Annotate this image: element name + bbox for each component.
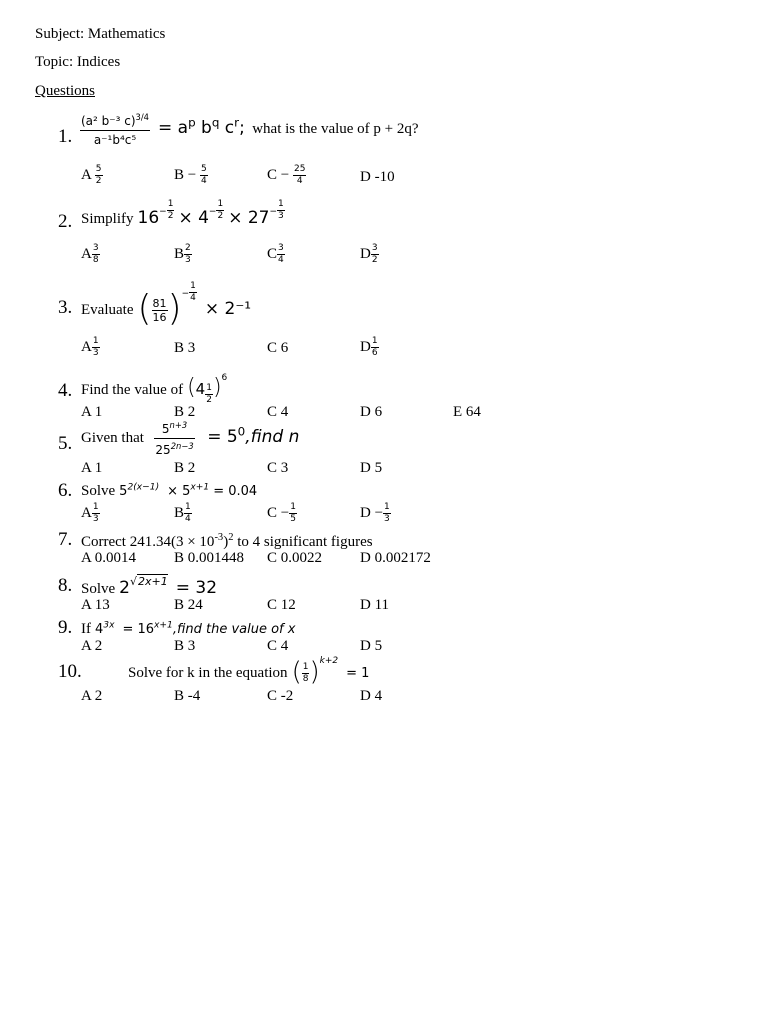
left-paren: ( [291,657,302,687]
frac-den: 8 [92,255,99,265]
frac-num: 1 [185,502,191,512]
q3-option-d [360,337,379,358]
right-paren: ) [167,288,182,330]
q3-text: Evaluate [81,302,134,319]
q1-equals: = a [158,118,189,139]
option-label: B [174,245,185,262]
q4-exponent: 6 [221,373,228,383]
subject-line: Subject: Mathematics [35,26,166,42]
q5-num-exponent: n+3 [169,420,188,430]
frac-den: 3 [384,514,390,524]
q1-numerator: (a² b⁻³ c) [81,114,136,128]
frac-den: 2 [371,255,378,265]
q9-option-b: B 3 [174,638,196,654]
frac-den: 3 [92,514,99,524]
q6-text: Solve [81,483,116,499]
q2-option-b [174,244,192,265]
q10-rhs: = 1 [346,666,370,681]
questions-heading: Questions [35,83,95,99]
question-number: 1. [58,126,73,147]
frac-den: 2 [217,211,224,221]
q1-b: b [195,118,212,139]
q10-exponent: k+2 [319,656,339,666]
q9-term-2: = 16 [122,622,155,637]
frac-den: 16 [152,311,167,324]
q2-expression [81,200,285,228]
q1-text: what is the value of p + 2q? [252,121,419,138]
frac-num: 5 [95,164,102,174]
q8-text: Solve [81,581,116,597]
question-number: 2. [58,211,73,232]
sqrt-icon: √ [130,575,138,588]
frac-num: 1 [206,383,212,393]
q7-text-c: to 4 significant figures [233,534,373,550]
q5-numerator: 5 [161,422,170,436]
minus: − [181,289,190,300]
q9-option-a: A 2 [81,638,103,654]
q7-exponent-2: 2 [228,532,234,543]
q5-expression [81,421,299,456]
q4-base: 4 [195,380,206,398]
q8-option-b: B 24 [174,597,203,613]
minus: − [269,207,278,218]
option-label: B − [174,166,197,183]
option-label: D [360,245,371,262]
q2-option-d [360,244,379,265]
q1-c: c [219,118,235,139]
q2-option-a [81,244,100,265]
option-label: D − [360,504,384,521]
frac-num: 1 [384,502,390,512]
option-label: A [81,166,92,183]
left-paren: ( [187,375,196,400]
option-label: A [81,504,92,521]
left-paren: ( [137,288,152,330]
frac-den: 2 [95,176,102,186]
q8-option-c: C 12 [267,597,296,613]
question-number: 4. [58,380,73,401]
frac-den: 6 [371,348,378,358]
q5-rhs: = 5 [207,427,238,448]
right-paren: ) [309,657,320,687]
q8-radicand: 2x+1 [138,575,168,588]
frac-num: 5 [200,164,207,174]
q9-term-2-exponent: x+1 [154,620,173,631]
q4-option-d: D 6 [360,404,383,420]
frac-den: 4 [278,255,284,265]
q1-fraction [80,113,150,146]
question-number: 5. [58,433,73,454]
q6-option-b [174,503,192,524]
frac-den: 8 [302,673,309,684]
q4-option-e: E 64 [453,404,481,420]
q9-option-d: D 5 [360,638,383,654]
frac-num: 1 [371,336,378,346]
q3-option-a [81,337,100,358]
frac-den: 2 [206,395,212,405]
q4-expression [81,373,227,405]
frac-den: 3 [185,255,191,265]
q9-term-1-exponent: 3x [103,620,115,631]
q10-option-d: D 4 [360,688,383,704]
q10-option-b: B -4 [174,688,201,704]
q1-option-d: D -10 [360,169,395,185]
question-number: 3. [58,297,73,318]
frac-den: 3 [278,211,284,221]
frac-num: 1 [302,661,309,672]
q1-option-a [81,165,103,186]
q8-base: 2 [119,578,130,598]
q5-option-d: D 5 [360,460,383,476]
q10-text: Solve for k in the equation [128,665,288,681]
q5-option-b: B 2 [174,460,196,476]
frac-num: 1 [217,199,224,209]
frac-den: 4 [200,176,207,186]
q5-rhs-exponent: 0 [237,424,246,439]
q6-term-1: 5 [119,484,128,499]
q4-option-c: C 4 [267,404,289,420]
q6-rhs: = 0.04 [213,484,258,499]
q9-tail: ,find the value of x [172,622,296,637]
q7-exponent-1: -3 [214,532,224,543]
q10-expression [128,656,369,687]
frac-den: 4 [296,176,303,186]
q5-option-a: A 1 [81,460,103,476]
option-label: C − [267,504,290,521]
question-number: 7. [58,529,73,550]
q3-option-b: B 3 [174,340,196,356]
q1-denominator: a⁻¹b⁴c⁵ [93,133,137,147]
q7-text [81,532,373,551]
q5-fraction [154,421,195,456]
frac-num: 3 [92,243,99,253]
option-label: A [81,338,92,355]
frac-num: 3 [371,243,378,253]
topic-line: Topic: Indices [35,54,121,70]
q1-exp-r: r [234,115,240,130]
q6-option-c [267,503,297,524]
option-label: D [360,338,371,355]
frac-den: 3 [92,348,99,358]
frac-num: 1 [92,502,99,512]
q2-term-2: × 4 [178,208,209,229]
frac-den: 4 [190,293,196,303]
q1-option-c [267,165,306,186]
option-label: C [267,245,278,262]
frac-num: 1 [92,336,99,346]
q9-text: If [81,621,91,637]
q5-denominator: 25 [155,443,171,457]
q3-expression [81,282,251,329]
q4-option-a: A 1 [81,404,103,420]
option-label: B [174,504,185,521]
q7-option-c: C 0.0022 [267,550,323,566]
q1-numerator-exponent: 3/4 [135,112,149,122]
option-label: A [81,245,92,262]
q2-text: Simplify [81,211,134,228]
q7-option-b: B 0.001448 [174,550,245,566]
q8-option-a: A 13 [81,597,110,613]
q6-option-a [81,503,100,524]
q1-option-b [174,165,208,186]
q10-option-c: C -2 [267,688,294,704]
right-paren: ) [212,375,222,400]
frac-num: 81 [152,297,167,310]
q5-rhs-text: ,find n [245,427,300,448]
frac-den: 2 [167,211,174,221]
question-number: 8. [58,575,73,596]
q2-term-3: × 27 [228,208,270,229]
frac-num: 1 [167,199,174,209]
q1-expression [80,113,419,146]
q8-option-d: D 11 [360,597,390,613]
frac-den: 4 [185,514,191,524]
q6-term-2: × 5 [167,484,191,499]
frac-num: 1 [190,281,196,291]
q7-option-d: D 0.002172 [360,550,431,566]
q1-exp-q: q [211,115,220,130]
q7-text-b: ) [223,534,229,550]
q2-option-c [267,244,285,265]
q6-term-1-exponent: 2(x−1) [127,482,160,493]
q3-option-c: C 6 [267,340,289,356]
q5-den-exponent: 2n−3 [170,441,194,451]
q9-term-1: 4 [95,622,104,637]
frac-den: 5 [290,514,296,524]
q8-expression [81,572,217,598]
q5-option-c: C 3 [267,460,289,476]
q1-semicolon: ; [239,118,245,139]
q6-term-2-exponent: x+1 [190,482,210,493]
option-label: C − [267,166,290,183]
frac-num: 3 [278,243,284,253]
q6-expression [81,482,257,500]
q9-expression [81,620,295,638]
q9-option-c: C 4 [267,638,289,654]
frac-num: 1 [290,502,296,512]
q2-term-1: 16 [137,208,160,229]
q4-text: Find the value of [81,382,184,398]
frac-num: 25 [293,164,306,174]
minus: − [159,207,167,218]
q1-exp-p: p [188,115,196,130]
q4-option-b: B 2 [174,404,196,420]
question-number: 6. [58,480,73,501]
q8-rhs: = 32 [175,578,218,598]
q6-option-d [360,503,391,524]
question-number: 9. [58,617,73,638]
q3-tail: × 2⁻¹ [204,299,252,320]
minus: − [208,207,217,218]
q5-text: Given that [81,430,144,447]
q10-option-a: A 2 [81,688,103,704]
frac-num: 1 [278,199,284,209]
q7-text-a: Correct 241.34(3 × 10 [81,534,215,550]
frac-num: 2 [185,243,191,253]
question-number: 10. [58,661,82,682]
q7-option-a: A 0.0014 [81,550,137,566]
